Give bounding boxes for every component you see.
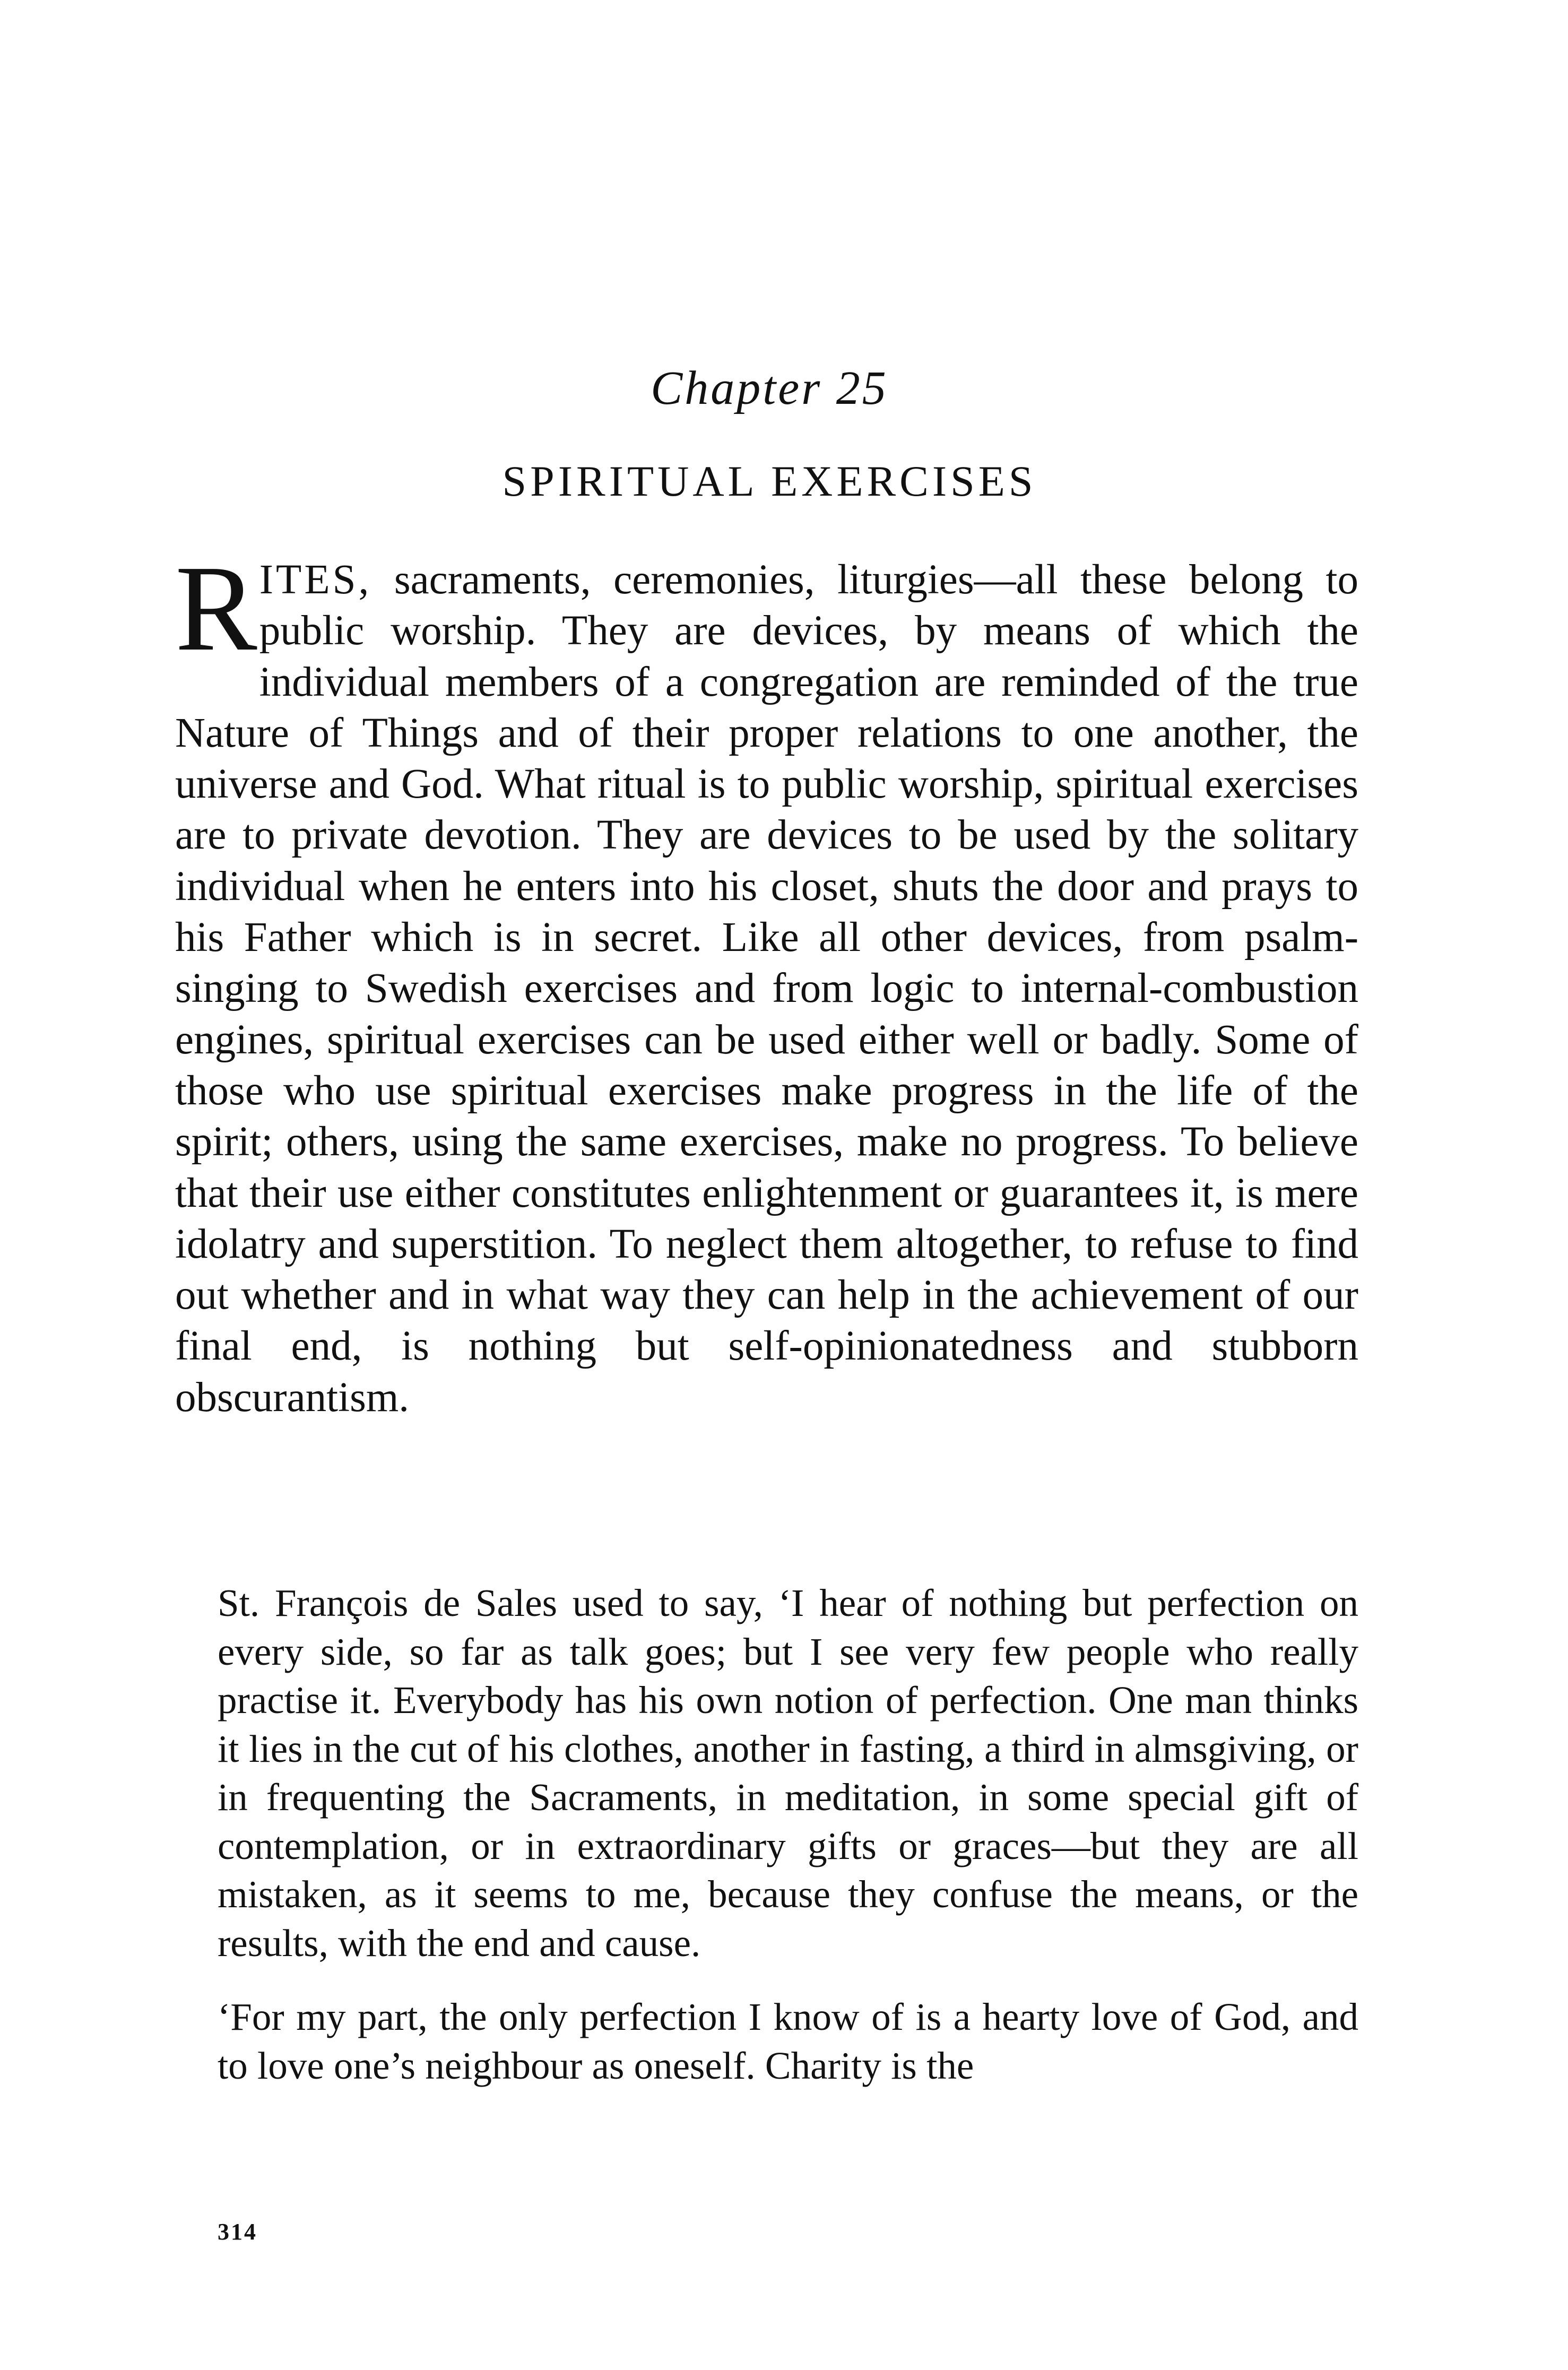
chapter-title: SPIRITUAL EXERCISES (502, 457, 1037, 505)
chapter-label: Chapter 25 (651, 362, 888, 414)
opening-paragraph (175, 540, 1358, 1423)
page-number: 314 (218, 2219, 257, 2245)
opening-text: sacraments, ceremonies, liturgies—all these belong to public worship. They are devices, by means of which the individual members of a congregation are reminded of the true Nature of Things and of their proper relations to one another, the universe and God. What ritual is to public worship, spiritual exercises are to private devotion. They are devices to be used by the solitary individual when he enters into his closet, shuts the door and prays to his Father which is in secret. Like all other devices, from psalm-singing to Swedish exercises and from logic to internal-combustion engines, spiritual exercises can be used either well or badly. Some of those who use spiritual exercises make progress in the life of the spirit; others, using the same exercises, make no progress. To believe that their use either constitutes enlightenment or guarantees it, is mere idolatry and superstition. To neglect them altogether, to refuse to find out whether and in what way they can help in the achievement of our final end, is nothing but self-opinionatedness and stubborn obscurantism. (175, 557, 1358, 1421)
quotation-paragraph-1: St. François de Sales used to say, ‘I hear of nothing but perfection on every side, so far as talk goes; but I see very few people who really practise it. Everybody has his own notion of perfection. One man thinks it lies in the cut of his clothes, another in fasting, a third in almsgiving, or in frequenting the Sacraments, in meditation, in some special gift of contemplation, or in extraordinary gifts or graces—but they are all mistaken, as it seems to me, because they confuse the means, or the results, with the end and cause. (218, 1581, 1358, 1965)
lead-caps: ITES, (259, 557, 372, 603)
drop-cap: R (175, 540, 257, 677)
quotation-paragraph-2: ‘For my part, the only perfection I know of is a hearty love of God, and to love one’s neighbour as oneself. Charity is the (218, 1995, 1358, 2087)
